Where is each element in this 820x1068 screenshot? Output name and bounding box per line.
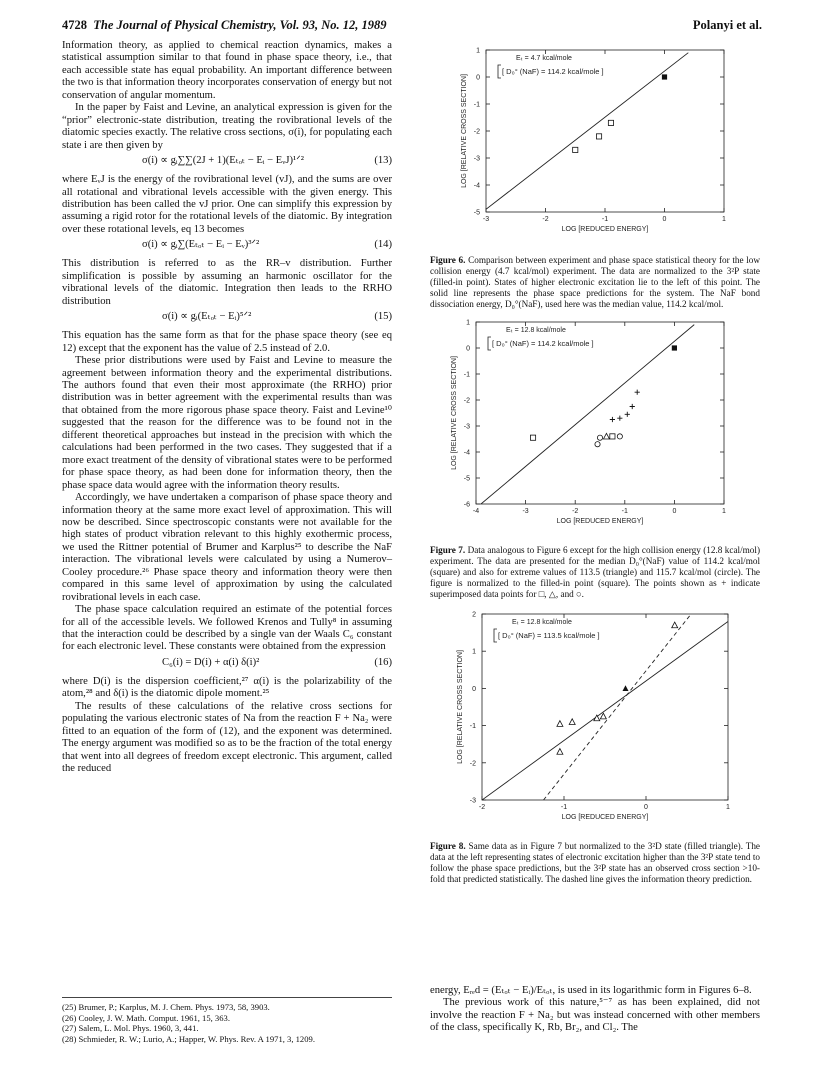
y-tick-label: -2 <box>463 397 470 405</box>
paragraph: The results of these calculations of the relative cross sections for populating the various electronic states of Na from the reaction F + Na₂ were fitted to an equation of the form of (12), and the exponent was determined. The energy argument was modified so as to be the fraction of the total energy that went into all degrees of freedom except electronic. This argument, called the reduced <box>62 700 392 775</box>
right-column-text <box>430 985 760 1035</box>
y-tick-label: 0 <box>472 685 476 693</box>
paragraph: Information theory, as applied to chemical reaction dynamics, makes a statistical assumption similar to that found in phase space theory, i.e., that each accessible state has equal probability. An important difference between the two is that information theory incorporates conservation of energy but not conservation of angular momentum. <box>62 40 392 101</box>
footnote: (25) Brumer, P.; Karplus, M. J. Chem. Phys. 1973, 58, 3903. <box>62 1002 270 1012</box>
bracket-left <box>488 337 491 350</box>
x-tick-label: 1 <box>726 804 730 811</box>
y-tick-label: -5 <box>473 209 480 217</box>
x-tick-label: 0 <box>662 216 667 223</box>
footnote: (28) Schmieder, R. W.; Lurio, A.; Happer, W. Phys. Rev. A 1971, 3, 1209. <box>62 1033 315 1044</box>
y-tick-label: -3 <box>469 797 476 805</box>
x-tick-label: 0 <box>672 508 677 515</box>
paragraph: where EᵥJ is the energy of the rovibrational level (vJ), and the sums are over all rotational and vibrational levels accessible with the given energy. This distribution has been called the vJ prior. One can simplify this expression by assuming a rigid rotor for the rotational levels of the diatomic. By integration over these rotational levels, eq 13 becomes <box>62 174 392 235</box>
x-tick-label: -2 <box>542 216 549 223</box>
annotation-dissociation: [ D₀° (NaF) = 113.5 kcal/mole ] <box>498 631 600 640</box>
paragraph: where D(i) is the dispersion coefficient,²⁷ α(i) is the polarizability of the atom,²⁸ and δ(i) is the diatomic dipole moment.²⁵ <box>62 675 392 700</box>
x-tick-label: 1 <box>722 508 726 515</box>
x-tick-label: -3 <box>482 216 490 223</box>
y-tick-label: 2 <box>472 611 476 619</box>
phase-space-line <box>486 53 688 210</box>
x-tick-label: -1 <box>560 804 568 811</box>
data-point-filled-square <box>662 74 667 79</box>
x-axis-label: LOG [REDUCED ENERGY] <box>556 518 644 525</box>
figure-7-caption: Figure 7. Data analogous to Figure 6 except for the high collision energy (12.8 kcal/mol) experiment. The data are presented for the median D₀°(NaF) value of 114.2 kcal/mol (square) and also for extreme values of 113.5 (triangle) and 115.7 kcal/mol (circle). The figure is normalized to the filled-in point (square). The points shown as + indicate superimposed data points for □, △, and ○. <box>430 545 761 599</box>
data-point-plus <box>617 416 622 421</box>
figure-8-chart <box>430 606 760 834</box>
phase-space-line <box>481 325 694 504</box>
y-tick-label: -6 <box>463 501 470 509</box>
equation-14: σ(i) ∝ gᵢ∑(Eₜₒₜ − Eᵢ − Eᵥ)³ᐟ² (14) <box>142 239 392 251</box>
figure-8-caption: Figure 8. Same data as in Figure 7 but normalized to the 3²D state (filled triangle). The data at the left representing states of electronic excitation higher than the 3²P state tend to follow the phase space predictions, but the 3²P state has an observed cross section >10-fold that predicted statistically. The dashed line gives the information theory prediction. <box>430 841 761 884</box>
right-column <box>430 40 760 885</box>
y-tick-label: 0 <box>466 345 470 353</box>
data-point-triangle <box>600 713 606 719</box>
data-point-square <box>596 134 601 139</box>
paragraph: This equation has the same form as that for the phase space theory (see eq 12) except that the exponent has the value of 2.5 instead of 2.0. <box>62 330 392 354</box>
y-axis-label: LOG [RELATIVE CROSS SECTION] <box>457 650 464 764</box>
data-point-square <box>610 434 615 439</box>
y-tick-label: -3 <box>463 423 470 431</box>
header-authors: Polanyi et al. <box>692 18 762 32</box>
annotation-energy: Eₜ = 12.8 kcal/mole <box>512 619 572 626</box>
y-tick-label: 1 <box>476 47 480 55</box>
x-tick-label: 1 <box>722 216 726 223</box>
annotation-dissociation: [ D₀° (NaF) = 114.2 kcal/mole ] <box>492 339 594 348</box>
data-point-triangle <box>557 749 563 755</box>
paragraph: Accordingly, we have undertaken a comparison of phase space theory and information theory at the same more exact level of approximation. This will now be described. Since spectroscopic constants were not available for the high states of product vibration relevant to this highly exothermic process, we used the Rittner potential of Brumer and Karplus²⁵ to describe the NaF interaction. The vibrational levels were calculated by using a Numerov–Cooley procedure.²⁶ Phase space theory and information theory were then compared in this same level of approximation by using the calculated rovibrational levels in each case. <box>62 492 392 603</box>
x-tick-label: -3 <box>522 508 529 515</box>
data-point-plus <box>610 417 615 422</box>
plot-frame <box>482 614 728 800</box>
paragraph: energy, Eᵣₑd = (Eₜₒₜ − Eᵢ)/Eₜₒₜ, is used in its logarithmic form in Figures 6–8. <box>430 985 752 996</box>
page-header <box>62 18 762 36</box>
x-tick-label: -2 <box>572 508 579 515</box>
y-tick-label: -1 <box>463 371 470 379</box>
data-point-plus <box>625 412 630 417</box>
paragraph: The previous work of this nature,⁵⁻⁷ as has been explained, did not involve the reaction F + Na₂ but was instead concerned with other members of the class, specifically K, Rb, Br₂, and Cl₂. The <box>430 997 760 1034</box>
x-axis-label: LOG [REDUCED ENERGY] <box>561 226 649 233</box>
y-tick-label: -4 <box>463 449 470 457</box>
x-tick-label: -4 <box>472 508 480 515</box>
footnotes <box>62 997 392 1044</box>
data-point-square <box>530 435 535 440</box>
data-point-square <box>608 120 613 125</box>
data-point-plus <box>635 390 640 395</box>
y-tick-label: -2 <box>469 760 476 768</box>
figure-6-caption: Figure 6. Comparison between experiment and phase space statistical theory for the low collision energy (4.7 kcal/mol) experiment. The data are normalized to the 3²P state (filled-in point). States of higher electronic excitation lie to the left of this point. The solid line represents the phase space predictions for the system. The NaF bond dissociation energy, D₀°(NaF), used here was the median value, 114.2 kcal/mol. <box>430 255 761 309</box>
equation-15: σ(i) ∝ gᵢ(Eₜₒₜ − Eᵢ)⁵ᐟ² (15) <box>162 311 392 323</box>
left-column <box>62 40 392 776</box>
y-tick-label: -1 <box>473 101 480 109</box>
y-axis-label: LOG [RELATIVE CROSS SECTION] <box>451 356 458 470</box>
y-tick-label: -4 <box>473 182 480 190</box>
y-tick-label: 0 <box>476 74 480 82</box>
paragraph: These prior distributions were used by Faist and Levine to measure the agreement between information theory and the experimental distributions. The authors found that even their most approximate (the RRHO) prior distribution was in better agreement with the experimental results than was that obtained from the more rigorous phase space theory. Faist and Levine¹⁰ suggested that the reason for the difference was to be found not in the different theoretical approaches but instead in the precision with which the calculations had been performed in the two cases. They suggested that if a more exact treatment of the density of vibrational states were to be performed for phase space theory, as had been done for information theory, then the phase space data would agree with the information theory results. <box>62 355 392 491</box>
x-tick-label: -2 <box>478 804 486 811</box>
y-tick-label: -3 <box>473 155 480 163</box>
annotation-energy: Eₜ = 12.8 kcal/mole <box>506 327 566 334</box>
paragraph: This distribution is referred to as the RR–v distribution. Further simplification is possible by assuming an harmonic oscillator for the vibrational levels of the diatomic. Integration then leads to the RRHO distribution <box>62 258 392 307</box>
data-point-triangle <box>603 433 609 439</box>
figure-6-chart <box>430 40 760 248</box>
paragraph: The phase space calculation required an estimate of the potential forces for all of the accessible levels. We followed Krenos and Tully⁸ in assuming that the interaction could be described by a single van der Waals C₆ constant for each electronic level. These constants were obtained from the expression <box>62 604 392 653</box>
data-point-circle <box>617 434 622 439</box>
data-point-triangle <box>672 622 678 628</box>
equation-13: σ(i) ∝ gᵢ∑∑(2J + 1)(Eₜₒₜ − Eᵢ − EᵥJ)¹ᐟ² (13) <box>142 155 392 167</box>
phase-space-line <box>482 621 728 800</box>
data-point-square <box>573 147 578 152</box>
x-tick-label: 0 <box>644 804 648 811</box>
figure-6 <box>430 40 760 310</box>
figure-8 <box>430 606 760 885</box>
data-point-circle <box>597 435 602 440</box>
x-axis-label: LOG [REDUCED ENERGY] <box>561 814 649 821</box>
header-journal: 4728 The Journal of Physical Chemistry, Vol. 93, No. 12, 1989 <box>62 18 387 32</box>
annotation-energy: Eₜ = 4.7 kcal/mole <box>516 55 572 62</box>
data-point-filled-triangle <box>623 685 629 691</box>
y-tick-label: -1 <box>469 723 476 731</box>
data-point-triangle <box>569 719 575 725</box>
data-point-triangle <box>557 721 563 727</box>
y-tick-label: -2 <box>473 128 480 136</box>
y-axis-label: LOG [RELATIVE CROSS SECTION] <box>461 74 468 188</box>
footnote: (26) Cooley, J. W. Math. Comput. 1961, 15, 363. <box>62 1012 230 1023</box>
data-point-filled-square <box>672 345 677 350</box>
equation-16: C₆(i) = D(i) + α(i) δ(i)² (16) <box>162 656 392 668</box>
annotation-dissociation: [ D₀° (NaF) = 114.2 kcal/mole ] <box>502 67 604 76</box>
bracket-left <box>494 629 497 642</box>
data-point-plus <box>630 404 635 409</box>
y-tick-label: 1 <box>466 319 470 327</box>
bracket-left <box>498 65 501 78</box>
figure-7-chart <box>430 316 760 538</box>
y-tick-label: -5 <box>463 475 470 483</box>
x-tick-label: -1 <box>621 508 628 515</box>
y-tick-label: 1 <box>472 648 476 656</box>
footnote: (27) Salem, L. Mol. Phys. 1960, 3, 441. <box>62 1023 199 1034</box>
information-theory-line <box>544 614 692 800</box>
data-point-circle <box>595 442 600 447</box>
paragraph: In the paper by Faist and Levine, an analytical expression is given for the “prior” electronic-state distribution, treating the rovibrational levels of the diatomic species exactly. The relative cross sections, σ(i), for populating each state i are then given by <box>62 102 392 151</box>
x-tick-label: -1 <box>601 216 609 223</box>
figure-7 <box>430 316 760 600</box>
